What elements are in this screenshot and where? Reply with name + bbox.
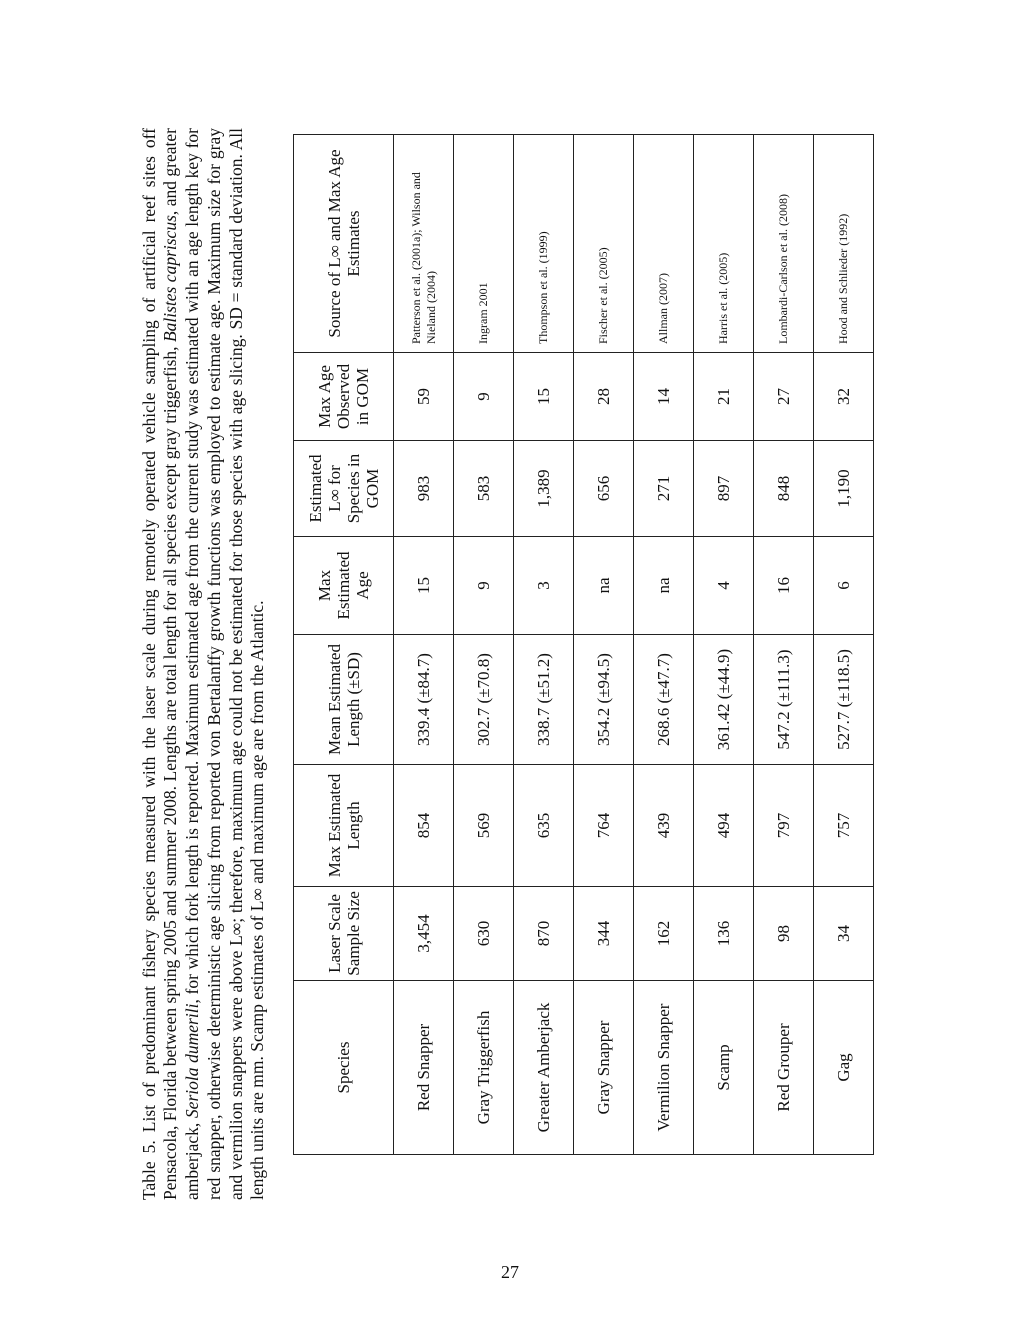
table-cell: 848 [754,441,814,537]
table-cell: 136 [694,887,754,981]
table-cell: 439 [634,765,694,887]
table-cell: 764 [574,765,634,887]
table-cell: 870 [514,887,574,981]
table-cell: 15 [514,353,574,441]
source-cell: Harris et al. (2005) [694,135,754,353]
table-row [394,135,454,1155]
table-cell: 32 [814,353,874,441]
table-cell: 1,190 [814,441,874,537]
table-cell: 339.4 (±84.7) [394,635,454,765]
table-caption [139,128,270,1200]
page-number: 27 [501,1262,519,1282]
table-row [634,135,694,1155]
table-cell: 854 [394,765,454,887]
table-cell: 630 [454,887,514,981]
column-header: Species [294,981,394,1155]
species-cell: Scamp [694,981,754,1155]
table-cell: 338.7 (±51.2) [514,635,574,765]
species-cell: Greater Amberjack [514,981,574,1155]
species-cell: Vermilion Snapper [634,981,694,1155]
source-cell: Fischer et al. (2005) [574,135,634,353]
table-cell: 527.7 (±118.5) [814,635,874,765]
table-cell: 897 [694,441,754,537]
table-cell: na [574,537,634,635]
table-cell: 344 [574,887,634,981]
source-cell: Lombardi-Carlson et al. (2008) [754,135,814,353]
table-cell: 162 [634,887,694,981]
table-cell: 354.2 (±94.5) [574,635,634,765]
table-row [454,135,514,1155]
table-cell: 3,454 [394,887,454,981]
table-cell: 9 [454,353,514,441]
table-cell: 569 [454,765,514,887]
source-cell: Ingram 2001 [454,135,514,353]
table-header-row [294,135,394,1155]
table-cell: 3 [514,537,574,635]
column-header: Max Estimated Age [294,537,394,635]
column-header: Estimated L∞ for Species in GOM [294,441,394,537]
table-row [694,135,754,1155]
caption-text: , for which fork length is reported. Maximum estimated age from the current study was estimated with an age length key for red snapper, otherwise deterministic age slicing from reported von Bertalanffy growth functions was employed to estimate age. Maximum size for gray and vermilion snappers were above L∞; therefore, maximum age could not be estimated for those species with age slicing. SD = standard deviation. All length units are mm. Scamp estimates of L∞ and maximum age are from the Atlantic. [182,127,268,1200]
column-header: Mean Estimated Length (±SD) [294,635,394,765]
species-cell: Gray Triggerfish [454,981,514,1155]
species-cell: Red Grouper [754,981,814,1155]
column-header: Laser Scale Sample Size [294,887,394,981]
table-cell: 16 [754,537,814,635]
table-row [574,135,634,1155]
table-cell: 271 [634,441,694,537]
caption-text: Table 5. List of predominant fishery species measured with the laser scale during remotely operated vehicle sampling of artificial reef sites off Pensacola, Florida between spring 2005 and summer 2008. Lengths are total length for all species except gray triggerfish, [138,128,181,1200]
column-header: Max Age Observed in GOM [294,353,394,441]
table-row [814,135,874,1155]
table-cell: 28 [574,353,634,441]
table-cell: 27 [754,353,814,441]
fishery-species-table [293,134,874,1155]
caption-species-italic: Balistes capriscus [160,215,181,343]
rotated-page-content [115,120,885,1200]
table-cell: 9 [454,537,514,635]
species-cell: Gray Snapper [574,981,634,1155]
source-cell: Thompson et al. (1999) [514,135,574,353]
table-cell: 302.7 (±70.8) [454,635,514,765]
table-cell: 14 [634,353,694,441]
species-cell: Gag [814,981,874,1155]
table-row [514,135,574,1155]
source-cell: Patterson et al. (2001a); Wilson and Nieland (2004) [394,135,454,353]
table-cell: 983 [394,441,454,537]
table-cell: 15 [394,537,454,635]
table-cell: 656 [574,441,634,537]
table-cell: 34 [814,887,874,981]
source-cell: Hood and Schlieder (1992) [814,135,874,353]
table-cell: 635 [514,765,574,887]
table-cell: na [634,537,694,635]
table-row [754,135,814,1155]
caption-text: , and greater amberjack, [160,128,203,1200]
table-cell: 4 [694,537,754,635]
table-cell: 757 [814,765,874,887]
table-cell: 6 [814,537,874,635]
table-cell: 547.2 (±111.3) [754,635,814,765]
table-cell: 21 [694,353,754,441]
column-header: Source of L∞ and Max Age Estimates [294,135,394,353]
table-cell: 583 [454,441,514,537]
table-cell: 98 [754,887,814,981]
table-cell: 59 [394,353,454,441]
table-cell: 361.42 (±44.9) [694,635,754,765]
caption-species-italic: Seriola dumerili [182,1003,203,1119]
source-cell: Allman (2007) [634,135,694,353]
table-cell: 797 [754,765,814,887]
table-cell: 1,389 [514,441,574,537]
table-cell: 494 [694,765,754,887]
species-cell: Red Snapper [394,981,454,1155]
column-header: Max Estimated Length [294,765,394,887]
table-cell: 268.6 (±47.7) [634,635,694,765]
